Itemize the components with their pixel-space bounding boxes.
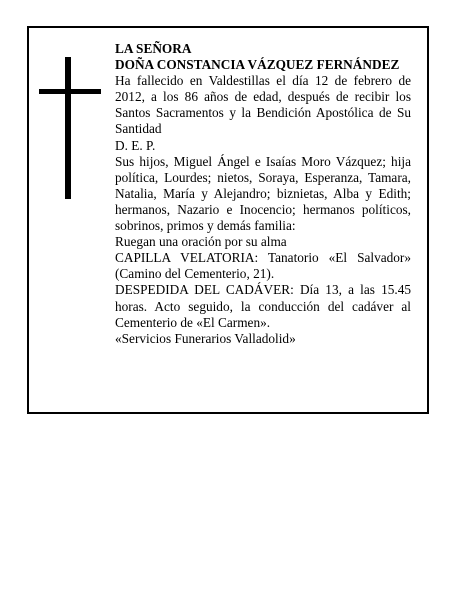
obituary-notice — [27, 26, 429, 414]
farewell-info: DESPEDIDA DEL CADÁVER: Día 13, a las 15.45 horas. Acto seguido, la conducción del cadáver al Cementerio de «El Carmen». — [115, 282, 411, 330]
latin-cross-icon — [39, 57, 101, 199]
death-announcement: Ha fallecido en Valdestillas el día 12 de febrero de 2012, a los 86 años de edad, después de recibir los Santos Sacramentos y la Bendición Apostólica de Su Santidad — [115, 73, 411, 137]
cross-horizontal-bar — [39, 89, 101, 94]
chapel-info: CAPILLA VELATORIA: Tanatorio «El Salvador» (Camino del Cementerio, 21). — [115, 250, 411, 282]
notice-title: LA SEÑORA — [115, 41, 192, 56]
funeral-services: «Servicios Funerarios Valladolid» — [115, 330, 296, 346]
obituary-text — [115, 41, 411, 347]
deceased-name: DOÑA CONSTANCIA VÁZQUEZ FERNÁNDEZ — [115, 57, 400, 73]
rip-text: D. E. P. — [115, 137, 156, 153]
prayer-request: Ruegan una oración por su alma — [115, 234, 287, 250]
family-list: Sus hijos, Miguel Ángel e Isaías Moro Vázquez; hija política, Lourdes; nietos, Soraya, Esperanza, Tamara, Natalia, María y Alejandro; biznietas, Alba y Edith; hermanos, Nazario e Inocencio; hermanos políticos, sobrinos, primos y demás familia: — [115, 153, 411, 234]
cross-vertical-bar — [65, 57, 71, 199]
